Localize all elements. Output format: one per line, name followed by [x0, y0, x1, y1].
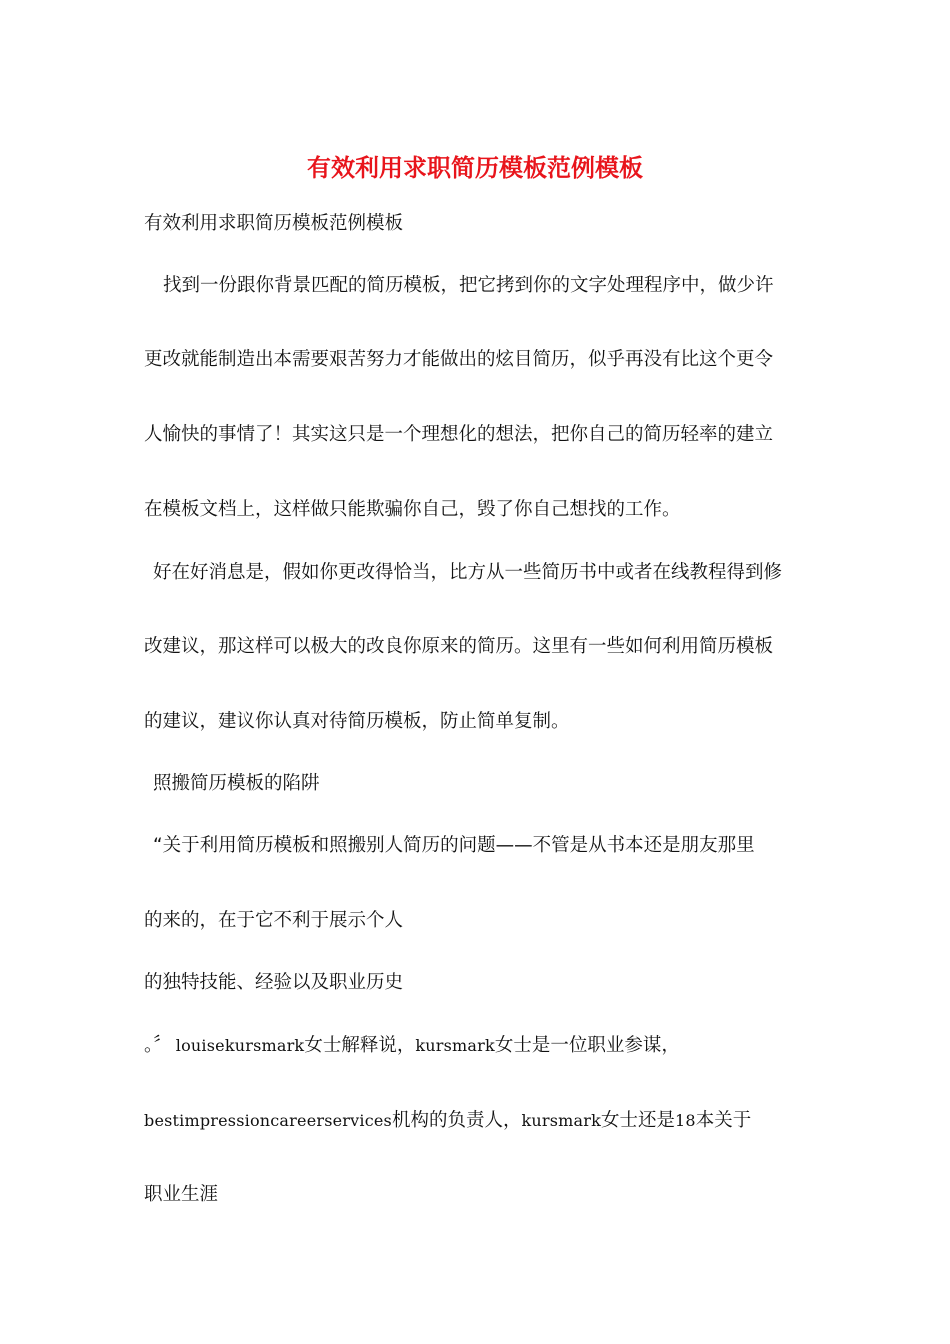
text-fragment: 女士解释说， [304, 1035, 416, 1056]
person-name-short: kursmark [415, 1036, 495, 1055]
document-title: 有效利用求职简历模板范例模板 [307, 153, 643, 182]
book-count: 18 [674, 1111, 696, 1130]
quote-line-4 [144, 1031, 814, 1061]
quote-line-5 [144, 1106, 814, 1136]
quote-line-6: 职业生涯 [144, 1184, 219, 1205]
paragraph-1-line-3: 人愉快的事情了！其实这只是一个理想化的想法，把你自己的简历轻率的建立 [144, 424, 774, 445]
paragraph-1-line-2: 更改就能制造出本需要艰苦努力才能做出的炫目简历，似乎再没有比这个更令 [144, 349, 774, 370]
quote-line-3: 的独特技能、经验以及职业历史 [144, 972, 404, 993]
person-name-short: kursmark [521, 1111, 601, 1130]
person-name: louisekursmark [175, 1036, 305, 1055]
paragraph-1-line-1: 找到一份跟你背景匹配的简历模板，把它拷到你的文字处理程序中，做少许 [163, 275, 774, 296]
text-fragment: 。〞 [144, 1035, 172, 1056]
text-fragment: 本关于 [695, 1110, 752, 1131]
text-fragment: 女士还是 [600, 1110, 675, 1131]
quote-line-1: “关于利用简历模板和照搬别人简历的问题——不管是从书本还是朋友那里 [153, 835, 755, 856]
subtitle-line: 有效利用求职简历模板范例模板 [144, 213, 404, 234]
text-fragment: 女士是一位职业参谋， [494, 1035, 680, 1056]
paragraph-1-line-4: 在模板文档上，这样做只能欺骗你自己，毁了你自己想找的工作。 [144, 499, 681, 520]
organization-name: bestimpressioncareerservices [144, 1111, 392, 1130]
text-fragment: 机构的负责人， [391, 1110, 522, 1131]
paragraph-2-line-3: 的建议，建议你认真对待简历模板，防止简单复制。 [144, 711, 570, 732]
section-heading: 照搬简历模板的陷阱 [153, 773, 320, 794]
quote-line-2: 的来的，在于它不利于展示个人 [144, 910, 404, 931]
paragraph-2-line-1: 好在好消息是，假如你更改得恰当，比方从一些简历书中或者在线教程得到修 [153, 562, 783, 583]
paragraph-2-line-2: 改建议，那这样可以极大的改良你原来的简历。这里有一些如何利用简历模板 [144, 636, 774, 657]
